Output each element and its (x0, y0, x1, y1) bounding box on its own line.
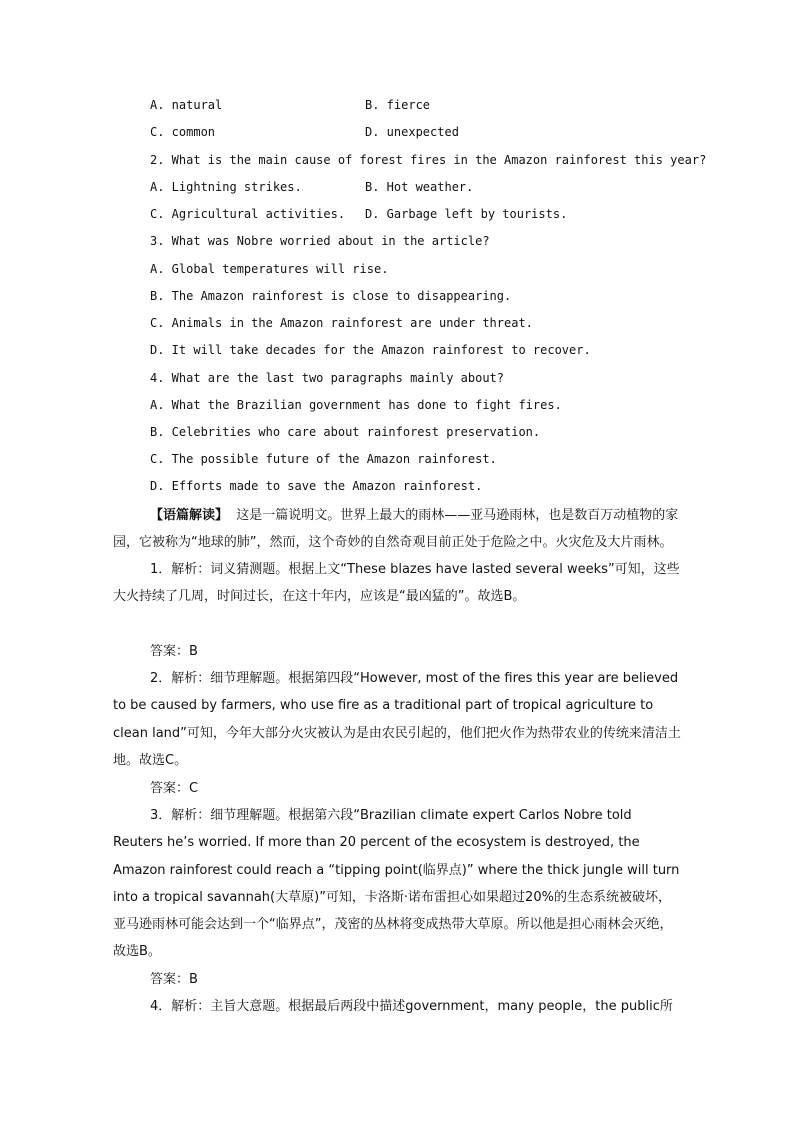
explanation-2: 2．解析：细节理解题。根据第四段“However, most of the fires this year are believed to be caused by farmers, who use fire as a traditional part of tropical agriculture to clean land”可知，今年大部分火灾被认为是由农民引起的，他们把火作为热带农业的传统来清洁土地。故选C。 (113, 671, 681, 768)
explanation-1: 1．解析：词义猜测题。根据上文“These blazes have lasted several weeks”可知，这些大火持续了几周，时间过长，在这十年内，应该是“最凶猛的”。故选B。 (113, 562, 680, 605)
answer-2: 答案：C (150, 781, 199, 796)
q3-option-a: A. Global temperatures will rise. (150, 262, 389, 276)
q4-option-c: C. The possible future of the Amazon rainforest. (150, 452, 497, 466)
analysis-heading: 【语篇解读】 (150, 508, 229, 523)
q4-option-d: D. Efforts made to save the Amazon rainforest. (150, 479, 483, 493)
q4-option-b: B. Celebrities who care about rainforest preservation. (150, 425, 541, 439)
q2-stem: 2. What is the main cause of forest fires in the Amazon rainforest this year? (150, 153, 707, 167)
q1-option-b: B. fierce (365, 98, 431, 112)
q2-option-b: B. Hot weather. (365, 180, 474, 194)
answer-3: 答案：B (150, 972, 198, 987)
q2-option-c: C. Agricultural activities. (150, 207, 346, 221)
q3-option-c: C. Animals in the Amazon rainforest are under threat. (150, 316, 533, 330)
explanation-4: 4．解析：主旨大意题。根据最后两段中描述government，many people，the public所 (150, 999, 673, 1014)
q1-option-d: D. unexpected (365, 125, 459, 139)
q3-option-b: B. The Amazon rainforest is close to disappearing. (150, 289, 512, 303)
q1-option-a: A. natural (150, 98, 223, 112)
q2-option-d: D. Garbage left by tourists. (365, 207, 568, 221)
answer-1: 答案：B (150, 644, 198, 659)
explanation-3: 3．解析：细节理解题。根据第六段“Brazilian climate expert Carlos Nobre told Reuters he’s worried. If more than 20 percent of the ecosystem is destroyed, the Amazon rainforest could reach a “tipping point(临界点)” where the thick jungle will turn into a tropical savannah(大草原)”可知，卡洛斯·诺布雷担心如果超过20%的生态系统被破坏，亚马逊雨林可能会达到一个“临界点”，茂密的丛林将变成热带大草原。所以他是担心雨林会灭绝，故选B。 (113, 808, 680, 960)
q3-option-d: D. It will take decades for the Amazon rainforest to recover. (150, 343, 591, 357)
q4-option-a: A. What the Brazilian government has done to fight fires. (150, 398, 562, 412)
q2-option-a: A. Lightning strikes. (150, 180, 302, 194)
q1-option-c: C. common (150, 125, 216, 139)
analysis-summary (113, 502, 681, 557)
q3-stem: 3. What was Nobre worried about in the article? (150, 234, 490, 248)
analysis-summary-text: 这是一篇说明文。世界上最大的雨林——亚马逊雨林，也是数百万动植物的家园，它被称为“地球的肺”，然而，这个奇妙的自然奇观目前正处于危险之中。火灾危及大片雨林。 (113, 508, 679, 551)
q4-stem: 4. What are the last two paragraphs mainly about? (150, 371, 505, 385)
